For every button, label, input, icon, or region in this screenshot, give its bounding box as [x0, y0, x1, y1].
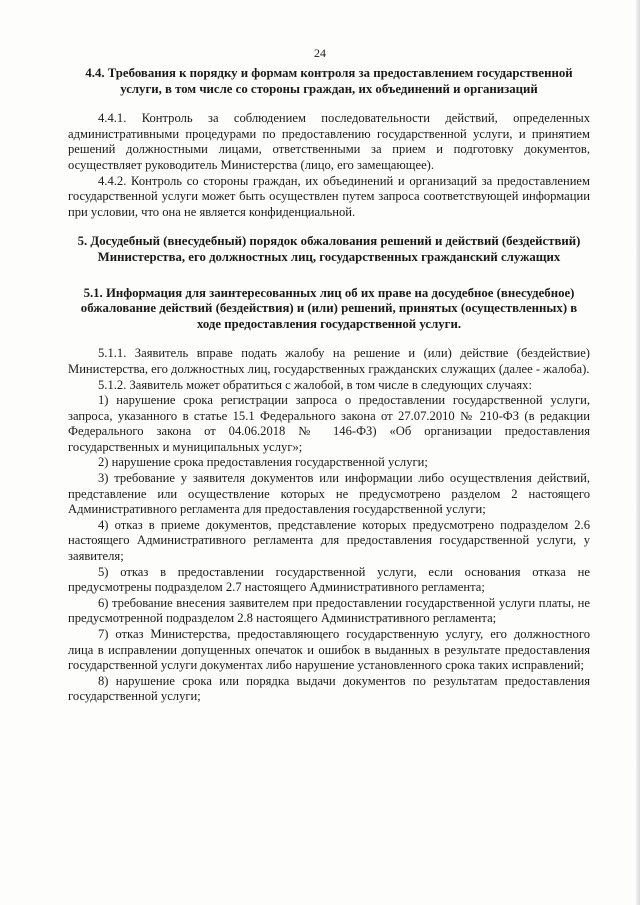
list-item: 1) нарушение срока регистрации запроса о предоставлении государственной услуги, запроса, указанного в статье 15.1 Федерального закона от 27.07.2010 № 210-ФЗ (в редакции Федерального закона от 04.06.2018 № 146-ФЗ) «Об организации предоставления государственных и муниципальных услуг»; [68, 393, 590, 454]
paragraph-5-1-1: 5.1.1. Заявитель вправе подать жалобу на решение и (или) действие (бездействие) Министерства, его должностных лиц, государственных гражданских служащих (далее - жалоба). [68, 346, 590, 376]
section-5-1-title: 5.1. Информация для заинтересованных лиц об их праве на досудебное (внесудебное) обжалование действий (бездействия) и (или) решений, принятых (осуществленных) в ходе предоставления государственной услуги. [80, 285, 578, 331]
document-body [68, 66, 590, 705]
list-item: 6) требование внесения заявителем при предоставлении государственной услуги платы, не предусмотренной подразделом 2.8 настоящего Административного регламента; [68, 595, 590, 626]
list-item: 7) отказ Министерства, предоставляющего государственную услугу, его должностного лица в исправлении допущенных опечаток и ошибок в выданных в результате предоставления государственной услуги документах либо нарушение установленного срока таких исправлений; [68, 627, 590, 673]
scan-edge-shadow [636, 0, 640, 905]
paragraph-4-4-1: 4.4.1. Контроль за соблюдением последовательности действий, определенных административными процедурами по предоставлению государственной услуги, и принятием решений должностными лицами, ответственными за прием и подготовку документов, осуществляет руководитель Министерства (лицо, его замещающее). [68, 111, 590, 172]
list-item: 5) отказ в предоставлении государственной услуги, если основания отказа не предусмотрены подразделом 2.7 настоящего Административного регламента; [68, 564, 590, 595]
list-item: 3) требование у заявителя документов или информации либо осуществления действий, представление или осуществление которых не предусмотрено разделом 2 настоящего Административного регламента для предоставления государственной услуги; [68, 471, 590, 517]
complaint-cases-list [68, 393, 590, 705]
section-5-title: 5. Досудебный (внесудебный) порядок обжалования решений и действий (бездействий) Министерства, его должностных лиц, государственных гражданский служащих [77, 234, 581, 264]
paragraph-5-1-2: 5.1.2. Заявитель может обратиться с жалобой, в том числе в следующих случаях: [98, 377, 532, 392]
list-item: 4) отказ в приеме документов, представление которых предусмотрено подразделом 2.6 настоящего Административного регламента для предоставления государственной услуги, у заявителя; [68, 517, 590, 564]
list-item: 2) нарушение срока предоставления государственной услуги; [98, 455, 428, 470]
list-item: 8) нарушение срока или порядка выдачи документов по результатам предоставления государственной услуги; [68, 673, 590, 704]
page-number: 24 [314, 46, 326, 60]
paragraph-4-4-2: 4.4.2. Контроль со стороны граждан, их объединений и организаций за предоставлением государственной услуги может быть осуществлен путем запроса соответствующей информации при условии, что она не является конфиденциальной. [68, 173, 590, 219]
section-4-4-title: 4.4. Требования к порядку и формам контроля за предоставлением государственной услуги, в том числе со стороны граждан, их объединений и организаций [85, 66, 573, 96]
